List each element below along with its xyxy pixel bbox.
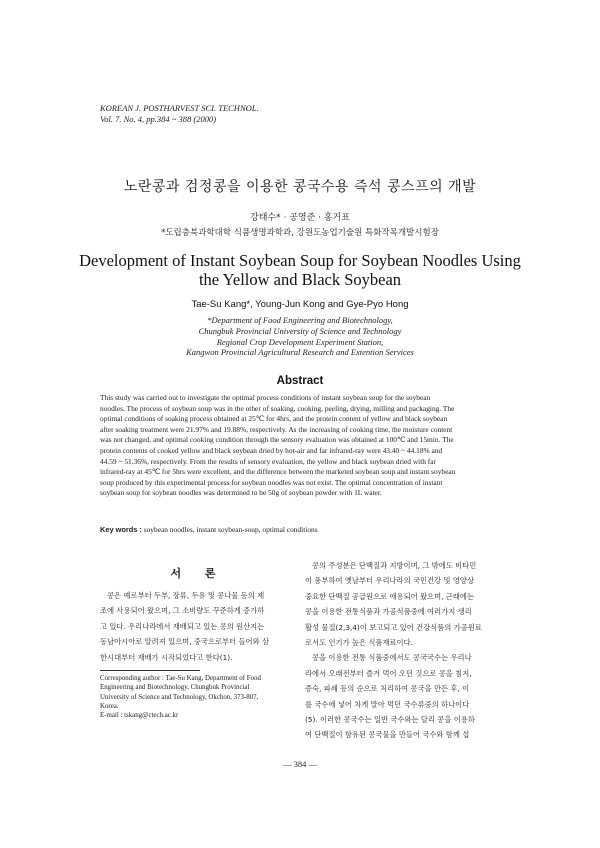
journal-issue: Vol. 7. No. 4, pp.384 ~ 388 (2000) bbox=[100, 114, 217, 124]
body-line: 증숙, 파쇄 등의 순으로 처리하여 콩국을 만든 후, 이 bbox=[305, 684, 470, 694]
journal-name: KOREAN J. POSTHARVEST SCI. TECHNOL. bbox=[100, 103, 259, 113]
body-line: 로서도 인기가 높은 식품재료이다. bbox=[305, 638, 413, 648]
footnote-line: University of Science and Technology, Okchon, 373-807, bbox=[100, 693, 259, 701]
abstract-line: after soaking treatment were 21.97% and 19.88%, respectively. As the increasing of cooking time, the moisture content bbox=[100, 424, 453, 434]
english-affiliation bbox=[0, 315, 600, 358]
body-line: 라에서 오래전부터 즐겨 먹어 오던 것으로 콩을 침지, bbox=[305, 668, 472, 678]
section-heading-introduction: 서 론 bbox=[170, 567, 226, 580]
abstract-line: soybean soup for soybean noodles was determined to be 50g of soybean powder with 1L water. bbox=[100, 488, 382, 498]
abstract-body bbox=[100, 393, 500, 499]
english-title-line: the Yellow and Black Soybean bbox=[198, 270, 402, 289]
korean-title: 노란콩과 검정콩을 이용한 콩국수용 즉석 콩스프의 개발 bbox=[123, 179, 477, 195]
footnote-line: E-mail : tskang@ctech.ac.kr bbox=[100, 712, 179, 720]
body-line: 이 풍부하여 옛날부터 우리나라의 국민건강 및 영양상 bbox=[305, 576, 474, 586]
body-line: 한시대부터 재배가 시작되었다고 한다(1). bbox=[100, 652, 233, 662]
korean-authors: 강태수* · 공영준 · 홍거표 bbox=[250, 213, 350, 223]
body-line: 콩을 이용한 전통식품과 가공식품중에 여러가지 생리 bbox=[305, 607, 472, 617]
english-title-line: Development of Instant Soybean Soup for Soybean Noodles Using bbox=[79, 251, 521, 270]
body-line: 중요한 단백질 공급원으로 애용되어 왔으며, 근래에는 bbox=[305, 591, 474, 601]
body-line: 활성 물질(2,3,4)이 보고되고 있어 건강식품의 가공원료 bbox=[305, 622, 482, 632]
abstract-line: noodles. The process of soybean soup was in the other of soaking, cooking, peeling, drying, milling and packaging. The bbox=[100, 403, 455, 413]
keywords-label: Key words : bbox=[100, 525, 142, 534]
english-authors: Tae-Su Kang*, Young-Jun Kong and Gye-Pyo Hong bbox=[191, 299, 409, 310]
right-column bbox=[305, 558, 505, 743]
left-column bbox=[100, 588, 300, 665]
body-line: 고 있다. 우리나라에서 재배되고 있는 콩의 원산지는 bbox=[100, 621, 265, 631]
abstract-line: protein contents of cooked yellow and black soybean dried by hot-air and far infrared-ray were 43.40 ~ 44.18% and bbox=[100, 445, 443, 455]
journal-header bbox=[100, 103, 259, 125]
page-number: — 384 — bbox=[283, 759, 317, 769]
body-line: (5). 이러한 콩국수는 일반 국수와는 달리 콩을 이용하 bbox=[305, 715, 475, 725]
affiliation-line: Chungbuk Provincial University of Science and Technology bbox=[198, 325, 402, 336]
body-line: 콩을 이용한 전통 식품중에서도 콩국국수는 우리나 bbox=[312, 653, 472, 663]
footnote-divider bbox=[100, 670, 200, 671]
abstract-line: 44.59 ~ 51.36%, respectively. From the results of sensory evaluation, the yellow and black soybean dried with far bbox=[100, 456, 437, 466]
body-line: 콩은 예로부터 두부, 장류, 두유 및 콩나물 등의 제 bbox=[107, 591, 265, 600]
abstract-line: soup produced by this experimental process for soybean noodles was not exist. The optimal concentration of instant bbox=[100, 477, 443, 487]
keywords-text: soybean noodles, instant soybean-soup, optimal conditions bbox=[141, 525, 318, 534]
keywords bbox=[100, 525, 318, 534]
abstract-line: This study was carried out to investigate the optimal process conditions of instant soybean soup for the soybean bbox=[100, 393, 431, 402]
abstract-line: infrared-ray at 45℃ for 5hrs were excellent, and the difference between the marketed soybean soup and instant soybean bbox=[100, 467, 456, 477]
body-line: 조에 사용되어 왔으며, 그 소비량도 꾸준하게 증가하 bbox=[100, 606, 265, 616]
footnote-line: Corresponding author : Tae-Su Kang, Department of Food bbox=[100, 675, 261, 682]
body-line: 를 국수에 넣어 차게 말아 먹던 국수류중의 하나이다 bbox=[305, 699, 470, 709]
corresponding-author-footnote bbox=[100, 674, 305, 720]
body-line: 여 단백질이 함유된 콩국물을 만들어 국수와 함께 섭 bbox=[305, 730, 470, 740]
footnote-line: Korea. bbox=[100, 702, 119, 710]
korean-affiliation: *도립충북과학대학 식품생명과학과, 강원도농업기술원 특화작목개발시험장 bbox=[161, 228, 439, 238]
affiliation-line: Regional Crop Development Experiment Station, bbox=[216, 336, 384, 347]
affiliation-line: Kangwon Provincial Agricultural Research and Extention Services bbox=[186, 347, 414, 358]
body-line: 동남아시아로 알려져 있으며, 중국으로부터 들어와 삼 bbox=[100, 637, 269, 647]
abstract-line: optimal conditions of soaking process obtained at 25℃ for 4hrs, and the protein content of yellow and black soybean bbox=[100, 414, 448, 424]
affiliation-line: *Department of Food Engineering and Biotechnology, bbox=[207, 315, 393, 325]
abstract-line: was not changed, and optimal cooking condition through the sensory evaluation was obtained at 100℃ and 15min. The bbox=[100, 435, 454, 445]
abstract-heading: Abstract bbox=[276, 375, 324, 387]
body-line: 콩의 주성분은 단백질과 지방이며, 그 밖에도 비타민 bbox=[312, 561, 477, 570]
footnote-line: Engineering and Biotechnology, Chungbuk Provincial bbox=[100, 684, 250, 692]
english-title bbox=[0, 251, 600, 289]
